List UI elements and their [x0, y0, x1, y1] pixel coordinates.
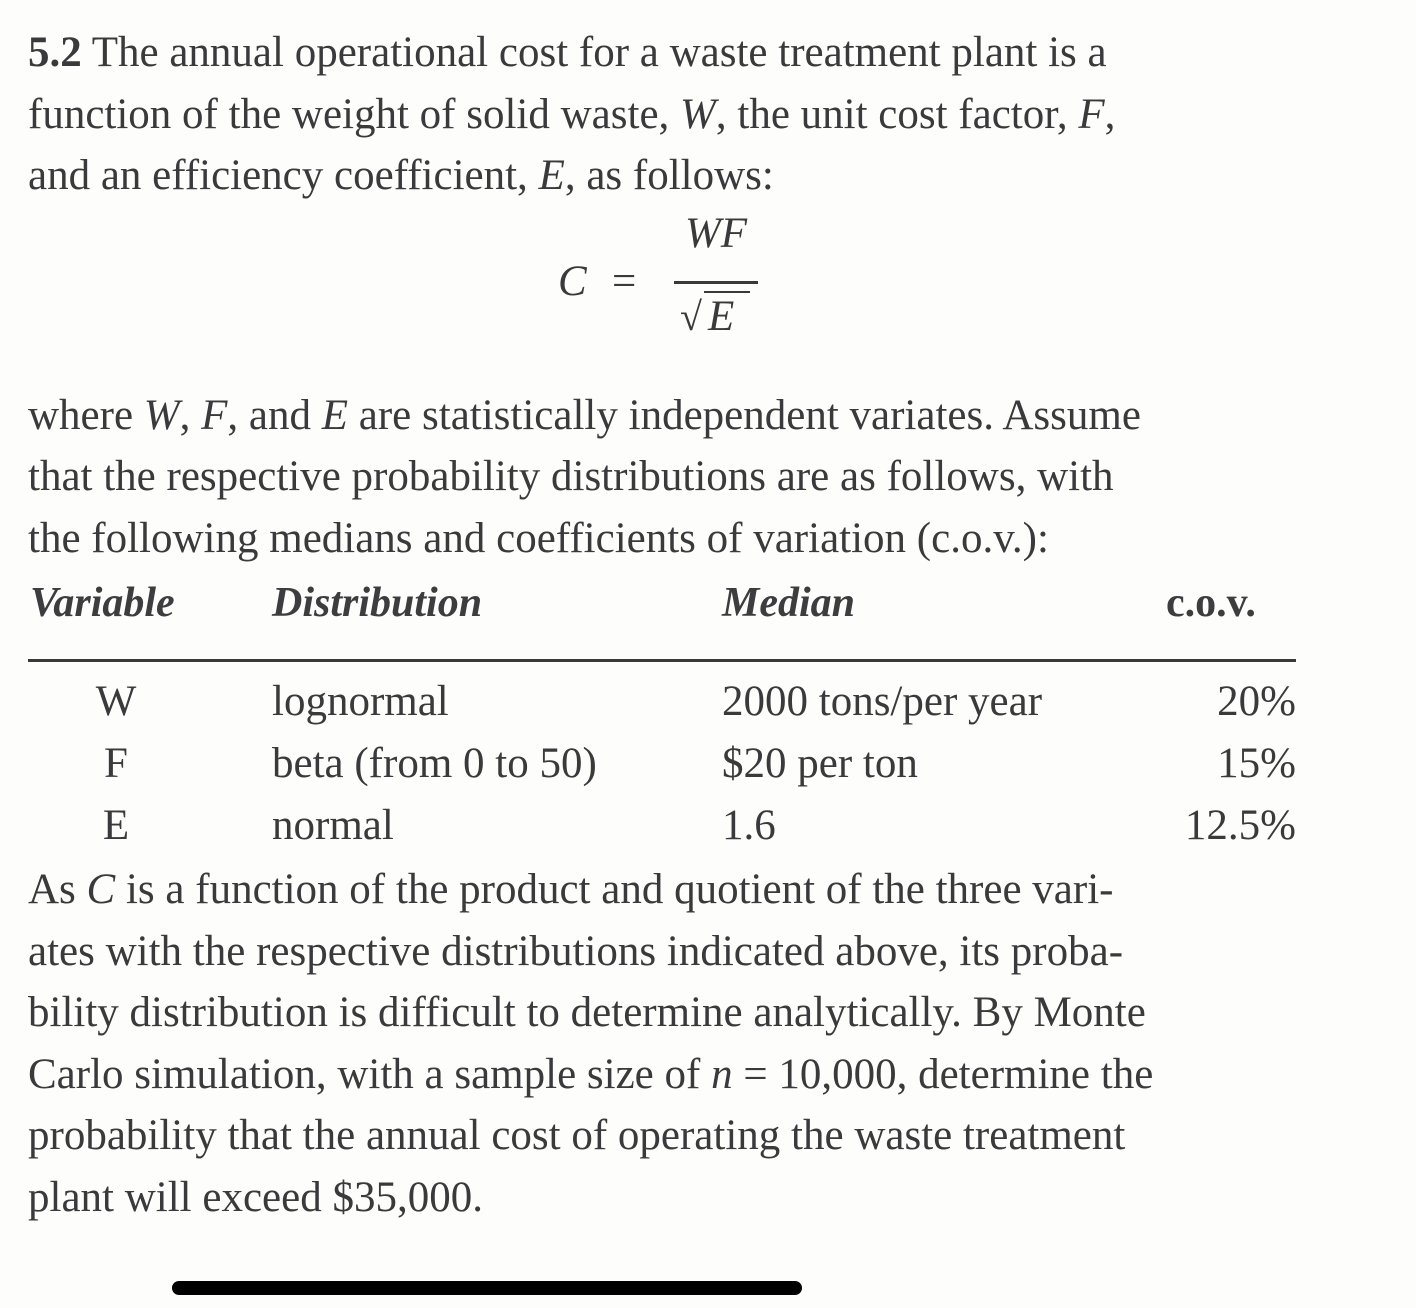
cell-distribution: normal: [272, 802, 394, 849]
assumptions-paragraph: [28, 385, 1296, 570]
table-row: [28, 733, 1296, 795]
intro-line-3a: and an efficiency coefficient,: [28, 152, 539, 199]
closing-line-3: bility distribution is difficult to determine analytically. By Monte: [28, 989, 1146, 1036]
formula-numerator: WF: [684, 209, 748, 257]
cell-variable: E: [102, 802, 130, 849]
var-C: C: [86, 866, 116, 913]
middle-line-3: the following medians and coefficients of variation (c.o.v.):: [28, 514, 1049, 562]
cell-cov: 20%: [1217, 678, 1296, 725]
problem-intro: [28, 22, 1296, 207]
closing-text: Carlo simulation, with a sample size of: [28, 1050, 712, 1098]
problem-page: [28, 22, 1296, 1228]
var-W: W: [680, 90, 716, 138]
closing-text: As: [28, 866, 87, 913]
table-row: [28, 795, 1296, 857]
var-F: F: [1078, 90, 1105, 138]
header-distribution: Distribution: [272, 580, 483, 626]
formula-lhs: C: [558, 257, 587, 305]
sqrt-icon: √: [680, 293, 702, 339]
middle-text: ,: [179, 391, 202, 439]
var-E: E: [538, 152, 565, 199]
var-W: W: [143, 391, 180, 439]
fraction-bar: [674, 281, 758, 284]
cell-variable: F: [104, 740, 128, 787]
closing-text: = 10,000, determine the: [732, 1050, 1154, 1098]
var-n: n: [711, 1050, 733, 1098]
cost-formula: [28, 207, 1296, 385]
cell-cov: 12.5%: [1184, 802, 1296, 849]
middle-text: , and: [227, 391, 322, 439]
header-median: Median: [722, 580, 856, 626]
formula-denominator: [680, 287, 760, 347]
closing-line-5: probability that the annual cost of operating the waste treatment: [28, 1112, 1126, 1159]
var-E: E: [321, 391, 349, 439]
header-rule: [28, 659, 1296, 662]
intro-line-2a: function of the weight of solid waste,: [28, 90, 681, 138]
var-F: F: [201, 391, 228, 439]
intro-line-1: The annual operational cost for a waste treatment plant is a: [91, 29, 1107, 76]
intro-line-2c: ,: [1104, 90, 1116, 138]
header-cov: c.o.v.: [1166, 580, 1256, 626]
cell-cov: 15%: [1217, 740, 1296, 787]
cell-variable: W: [95, 678, 137, 725]
cell-median: $20 per ton: [722, 740, 918, 787]
cell-distribution: lognormal: [272, 678, 449, 725]
closing-line-2: ates with the respective distributions indicated above, its proba-: [28, 927, 1124, 975]
sqrt-argument: E: [708, 292, 735, 340]
home-indicator[interactable]: [172, 1281, 802, 1295]
middle-line-2: that the respective probability distributions are as follows, with: [28, 453, 1114, 500]
table-row: [28, 671, 1296, 733]
question-paragraph: [28, 859, 1296, 1228]
closing-text: is a function of the product and quotient of the three vari-: [115, 866, 1114, 913]
cell-median: 1.6: [722, 802, 776, 849]
problem-number: 5.2: [28, 29, 82, 76]
middle-text: are statistically independent variates. Assume: [348, 391, 1141, 439]
cell-distribution: beta (from 0 to 50): [272, 740, 597, 787]
cell-median: 2000 tons/per year: [722, 678, 1043, 725]
header-variable: Variable: [30, 580, 175, 626]
intro-line-2b: , the unit cost factor,: [715, 90, 1079, 138]
middle-text: where: [28, 391, 144, 439]
formula-equals: =: [612, 257, 637, 305]
distribution-table: [28, 569, 1296, 859]
intro-line-3b: , as follows:: [564, 152, 774, 199]
closing-line-6: plant will exceed $35,000.: [28, 1173, 483, 1221]
